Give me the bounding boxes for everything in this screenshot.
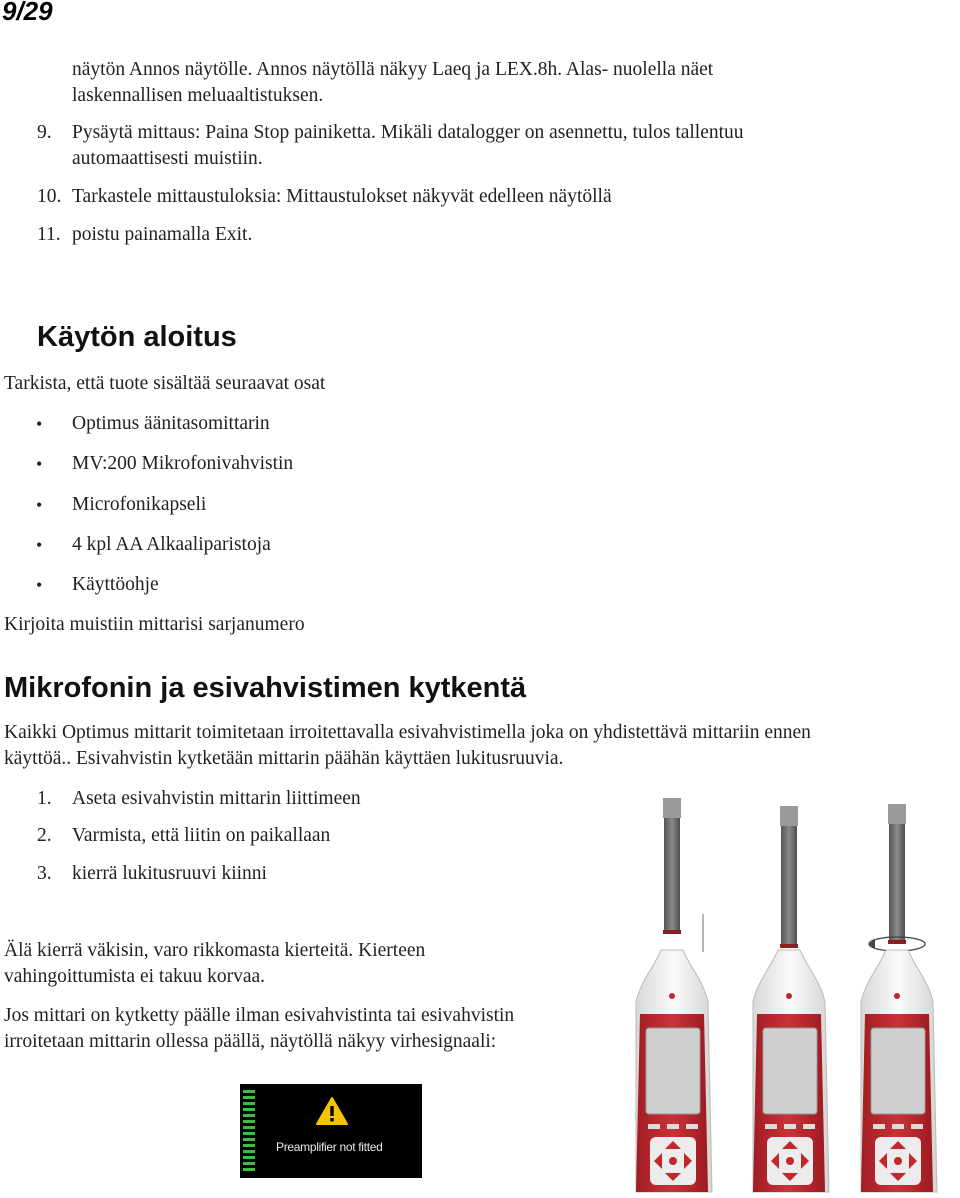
bullet-icon: • [36, 454, 43, 474]
section-heading-mikrofonin-kytkenta: Mikrofonin ja esivahvistimen kytkentä [4, 672, 527, 704]
error-screen-image [240, 1084, 422, 1178]
step-text: Aseta esivahvistin mittarin liittimeen [72, 788, 361, 809]
step-number: 11. [37, 224, 61, 245]
bullet-icon: • [36, 575, 43, 595]
meter-preamp-detached [636, 798, 712, 1192]
section-2-para-line-1: Kaikki Optimus mittarit toimitetaan irroitettavalla esivahvistimella joka on yhdistettävä mittariin ennen [4, 722, 811, 743]
step-text: Tarkastele mittaustuloksia: Mittaustulokset näkyvät edelleen näytöllä [72, 186, 612, 207]
level-bars-icon [242, 1088, 256, 1174]
bullet-icon: • [36, 535, 43, 555]
section-1-outro: Kirjoita muistiin mittarisi sarjanumero [4, 614, 305, 635]
step-number: 2. [37, 825, 52, 846]
step-number: 9. [37, 122, 52, 143]
section-2-para-line-2: käyttöä.. Esivahvistin kytketään mittarin päähän käyttäen lukitusruuvia. [4, 748, 564, 769]
meter-locking-screw [861, 804, 937, 1192]
note-line-1: Jos mittari on kytketty päälle ilman esivahvistinta tai esivahvistin [4, 1005, 515, 1026]
error-message: Preamplifier not fitted [276, 1140, 383, 1154]
step-text: poistu painamalla Exit. [72, 224, 253, 245]
step-9-line-2: automaattisesti muistiin. [72, 148, 263, 169]
step-text: Pysäytä mittaus: Paina Stop painiketta. Mikäli datalogger on asennettu, tulos tallentuu [72, 122, 744, 143]
warning-line-2: vahingoittumista ei takuu korvaa. [4, 966, 266, 987]
step-number: 10. [37, 186, 62, 207]
step-number: 1. [37, 788, 52, 809]
step-number: 3. [37, 863, 52, 884]
section-1-intro: Tarkista, että tuote sisältää seuraavat osat [4, 373, 326, 394]
meter-preamp-inserted [753, 806, 829, 1192]
page-number: 9/29 [2, 0, 53, 26]
step-text: Varmista, että liitin on paikallaan [72, 825, 331, 846]
bullet-icon: • [36, 414, 43, 434]
warning-line-1: Älä kierrä väkisin, varo rikkomasta kierteitä. Kierteen [4, 940, 426, 961]
bullet-icon: • [36, 495, 43, 515]
section-heading-kayton-aloitus: Käytön aloitus [37, 321, 237, 353]
note-line-2: irroitetaan mittarin ollessa päällä, näytöllä näkyy virhesignaali: [4, 1031, 497, 1052]
sound-level-meters-illustration [608, 792, 960, 1198]
step-text: kierrä lukitusruuvi kiinni [72, 863, 267, 884]
intro-line-2: laskennallisen meluaaltistuksen. [72, 85, 324, 106]
intro-line-1: näytön Annos näytölle. Annos näytöllä näkyy Laeq ja LEX.8h. Alas- nuolella näet [72, 59, 714, 80]
warning-triangle-icon [316, 1096, 348, 1126]
